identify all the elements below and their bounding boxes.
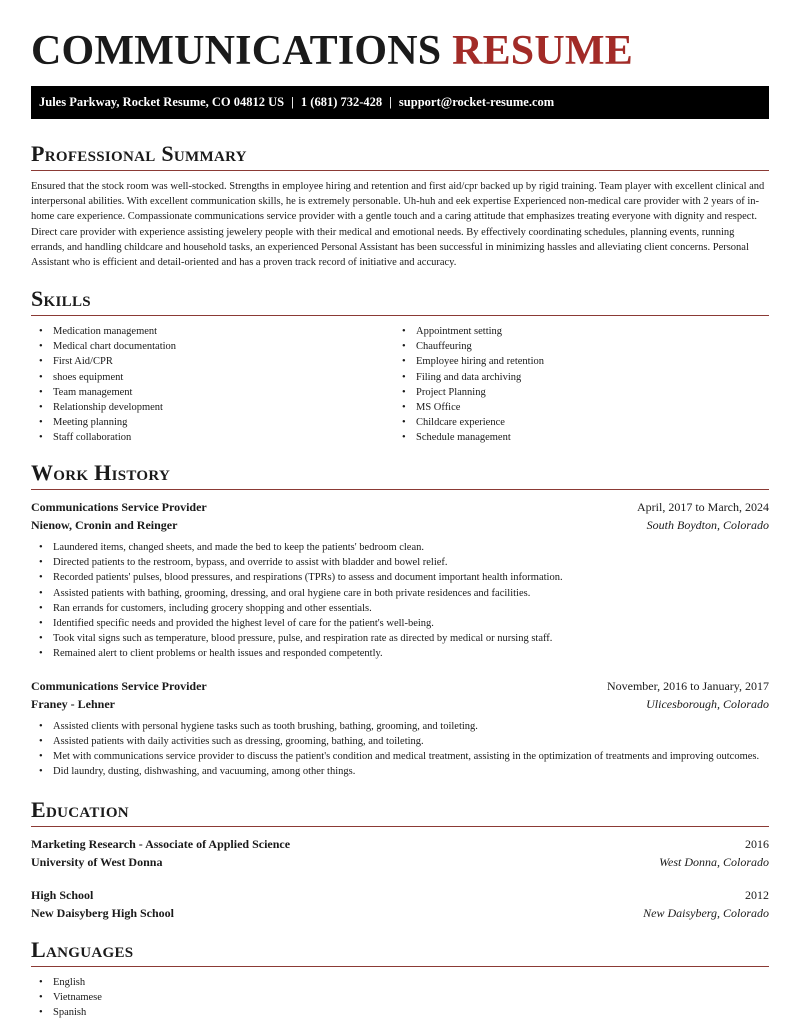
education-entry (31, 835, 769, 871)
skill-item: • Relationship development (31, 400, 394, 415)
job-entry (31, 677, 769, 780)
job-title: Communications Service Provider (31, 500, 207, 514)
contact-email: support@rocket-resume.com (398, 95, 555, 109)
language-item: • Spanish (31, 1005, 769, 1020)
skill-item: • Employee hiring and retention (394, 354, 757, 369)
job-company-row (31, 516, 769, 534)
job-bullet: • Directed patients to the restroom, bypass, and override to assist with bladder and bowel relief. (31, 555, 769, 570)
education-entry (31, 886, 769, 922)
job-bullet: • Assisted clients with personal hygiene tasks such as tooth brushing, bathing, grooming, and toileting. (31, 719, 769, 734)
summary-section (31, 141, 769, 270)
contact-phone: 1 (681) 732-428 (300, 95, 383, 109)
skill-item: • Filing and data archiving (394, 370, 757, 385)
education-school-row (31, 904, 769, 922)
job-entry (31, 498, 769, 662)
education-school: New Daisyberg High School (31, 906, 175, 920)
job-bullet: • Identified specific needs and provided the highest level of care for the patient's well-being. (31, 616, 769, 631)
education-heading: Education (31, 797, 769, 827)
skills-heading: Skills (31, 286, 769, 316)
education-degree: Marketing Research - Associate of Applied Science (31, 837, 291, 851)
job-bullet: • Laundered items, changed sheets, and made the bed to keep the patients' bedroom clean. (31, 540, 769, 555)
contact-separator: | (291, 95, 294, 109)
contact-bar (31, 86, 769, 119)
job-dates: November, 2016 to January, 2017 (606, 678, 769, 693)
education-school: University of West Donna (31, 855, 163, 869)
skill-item: • Project Planning (394, 385, 757, 400)
education-degree: High School (31, 888, 94, 902)
job-title: Communications Service Provider (31, 678, 207, 693)
job-location: Ulicesborough, Colorado (646, 696, 769, 711)
skill-item: • MS Office (394, 400, 757, 415)
education-section (31, 797, 769, 922)
skill-item: • shoes equipment (31, 370, 394, 385)
language-item: • English (31, 975, 769, 990)
job-bullet: • Took vital signs such as temperature, blood pressure, pulse, and respiration rate as directed by medical or nursing staff. (31, 631, 769, 646)
skill-item: • Appointment setting (394, 324, 757, 339)
title-accent: RESUME (452, 28, 633, 74)
skills-grid (31, 324, 769, 446)
education-year: 2016 (745, 837, 769, 851)
education-degree-row (31, 835, 769, 853)
languages-heading: Languages (31, 937, 769, 967)
job-company-row (31, 695, 769, 713)
job-dates: April, 2017 to March, 2024 (637, 500, 769, 514)
work-section (31, 460, 769, 779)
education-school-row (31, 853, 769, 871)
language-item: • Vietnamese (31, 990, 769, 1005)
skills-list-left (31, 324, 394, 446)
skill-item: • Medical chart documentation (31, 339, 394, 354)
skills-list-right (394, 324, 757, 446)
education-degree-row (31, 886, 769, 904)
job-title-row (31, 677, 769, 695)
job-bullet: • Assisted patients with daily activities such as dressing, grooming, bathing, and toileting. (31, 734, 769, 749)
skill-item: • Medication management (31, 324, 394, 339)
job-company: Franey - Lehner (31, 696, 115, 711)
resume-title (31, 28, 633, 74)
skill-item: • Chauffeuring (394, 339, 757, 354)
skill-item: • Staff collaboration (31, 430, 394, 445)
job-location: South Boydton, Colorado (646, 518, 769, 532)
job-bullets (31, 719, 769, 780)
languages-section (31, 937, 769, 1021)
languages-list (31, 975, 769, 1021)
contact-address: Jules Parkway, Rocket Resume, CO 04812 US (39, 95, 285, 109)
contact-separator: | (389, 95, 392, 109)
job-bullet: • Did laundry, dusting, dishwashing, and vacuuming, among other things. (31, 764, 769, 779)
title-main: COMMUNICATIONS (31, 28, 442, 74)
skill-item: • First Aid/CPR (31, 354, 394, 369)
skill-item: • Schedule management (394, 430, 757, 445)
job-bullet: • Ran errands for customers, including grocery shopping and other essentials. (31, 601, 769, 616)
job-bullet: • Assisted patients with bathing, grooming, dressing, and oral hygiene care in both private residences and facilities. (31, 586, 769, 601)
job-bullet: • Met with communications service provider to discuss the patient's condition and medical treatment, assisting in the optimization of treatments and improving outcomes. (31, 749, 769, 764)
skill-item: • Meeting planning (31, 415, 394, 430)
education-location: New Daisyberg, Colorado (643, 906, 769, 920)
job-title-row (31, 498, 769, 516)
skill-item: • Team management (31, 385, 394, 400)
education-location: West Donna, Colorado (659, 855, 769, 869)
skills-section (31, 286, 769, 446)
skill-item: • Childcare experience (394, 415, 757, 430)
education-year: 2012 (745, 888, 769, 902)
job-bullet: • Remained alert to client problems or health issues and responded competently. (31, 646, 769, 661)
job-company: Nienow, Cronin and Reinger (31, 518, 178, 532)
job-bullets (31, 540, 769, 662)
job-bullet: • Recorded patients' pulses, blood pressures, and respirations (TPRs) to assess and document important health information. (31, 570, 769, 585)
summary-text: Ensured that the stock room was well-stocked. Strengths in employee hiring and retention and first aid/cpr backed up by rigid training. Team player with excellent clinical and interpersonal abilities. With excellent communication skills, he is extremely personable. Uh-huh and eek expertise Experienced non-medical care provider with 2 years of in-home care experience. Compassionate communications service provider with a gentle touch and a caring attitude that emphasizes treating everyone with dignity and respect. Direct care provider with experience assisting jewelery people with their medical and emotional needs. By effectively coordinating schedules, planning events, running errands, and handling childcare and household tasks, an experienced Personal Assistant has been successful in minimizing hassles and alleviating client concerns. Personal Assistant who is efficient and detail-oriented and has a proven track record of initiative and accuracy. (31, 181, 765, 269)
work-heading: Work History (31, 460, 769, 490)
summary-heading: Professional Summary (31, 141, 769, 171)
